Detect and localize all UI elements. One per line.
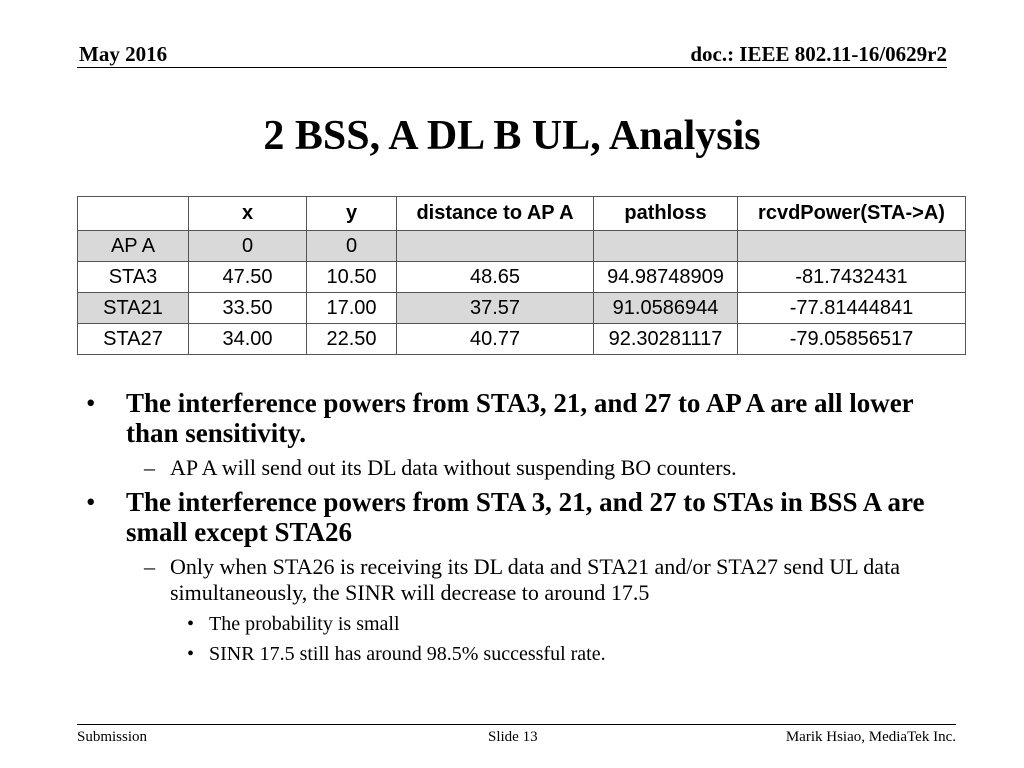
bullet-level2: – Only when STA26 is receiving its DL data and STA21 and/or STA27 send UL data simultaneously, the SINR will decrease to around 17.5 — [170, 554, 940, 606]
table-cell: 0 — [307, 231, 397, 262]
table-cell: 0 — [189, 231, 307, 262]
table-cell: 34.00 — [189, 324, 307, 355]
table-cell: 22.50 — [307, 324, 397, 355]
table-row — [78, 324, 966, 355]
bullet-level3: • SINR 17.5 still has around 98.5% successful rate. — [209, 642, 606, 666]
slide-number: Slide 13 — [488, 729, 538, 745]
footer-author: Marik Hsiao, MediaTek Inc. — [785, 729, 956, 745]
table-cell: 48.65 — [397, 262, 594, 293]
table-cell: 47.50 — [189, 262, 307, 293]
col-header: distance to AP A — [397, 197, 594, 231]
bullet-level1: • The interference powers from STA3, 21, and 27 to AP A are all lower than sensitivity. — [126, 388, 946, 448]
col-header: rcvdPower(STA->A) — [738, 197, 966, 231]
table-cell — [397, 231, 594, 262]
col-header — [78, 197, 189, 231]
table-cell: 37.57 — [397, 293, 594, 324]
table-row — [78, 293, 966, 324]
table-cell: STA3 — [78, 262, 189, 293]
table-cell: -81.7432431 — [738, 262, 966, 293]
bullet-level1: • The interference powers from STA 3, 21, and 27 to STAs in BSS A are small except STA26 — [126, 487, 946, 547]
data-table — [77, 196, 966, 355]
table-row — [78, 231, 966, 262]
table-cell: 94.98748909 — [594, 262, 738, 293]
slide-title: 2 BSS, A DL B UL, Analysis — [263, 113, 761, 159]
bullet-level2: – AP A will send out its DL data without suspending BO counters. — [170, 455, 960, 481]
table-row — [78, 262, 966, 293]
table-cell — [594, 231, 738, 262]
table-cell: 92.30281117 — [594, 324, 738, 355]
table-cell: -77.81444841 — [738, 293, 966, 324]
table-cell: AP A — [78, 231, 189, 262]
table-cell: 40.77 — [397, 324, 594, 355]
table-header-row — [78, 197, 966, 231]
table-cell — [738, 231, 966, 262]
header-divider — [77, 67, 947, 68]
table-cell: STA21 — [78, 293, 189, 324]
footer-divider — [77, 724, 956, 725]
table-cell: -79.05856517 — [738, 324, 966, 355]
table-cell: 17.00 — [307, 293, 397, 324]
table-cell: 33.50 — [189, 293, 307, 324]
col-header: pathloss — [594, 197, 738, 231]
footer-submission: Submission — [77, 729, 148, 745]
col-header: y — [307, 197, 397, 231]
bullet-level3: • The probability is small — [209, 612, 400, 636]
header-doc-id: doc.: IEEE 802.11-16/0629r2 — [690, 42, 947, 66]
col-header: x — [189, 197, 307, 231]
header-date: May 2016 — [79, 42, 168, 66]
table-cell: 91.0586944 — [594, 293, 738, 324]
table-cell: STA27 — [78, 324, 189, 355]
table-cell: 10.50 — [307, 262, 397, 293]
